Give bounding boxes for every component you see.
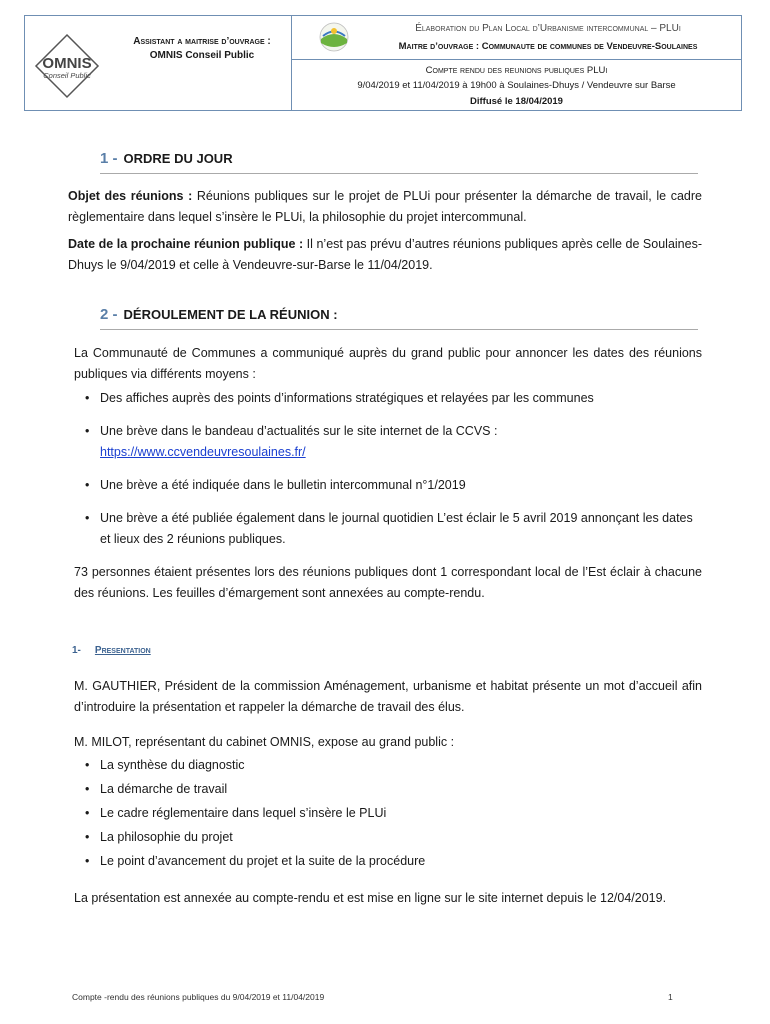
list-item: • Le point d’avancement du projet et la suite de la procédure: [80, 851, 700, 872]
svg-text:Conseil Public: Conseil Public: [43, 71, 91, 80]
page-footer: Compte -rendu des réunions publiques du 9/04/2019 et 11/04/2019: [72, 992, 325, 1002]
communication-list: [80, 388, 700, 550]
omnis-logo: [34, 33, 100, 99]
project-title: Élaboration du Plan Local d’Urbanisme intercommunal – PLUi: [415, 23, 681, 34]
date-text: Il n’est pas prévu d’autres réunions publiques après celle de Soulaines-Dhuys le 9/04/2019 et celle à Vendeuvre-sur-Barse le 11/04/2019.: [68, 237, 702, 272]
report-diffusion-date: Diffusé le 18/04/2019: [470, 96, 563, 107]
presentation-title: Presentation: [94, 645, 151, 656]
report-dates: 9/04/2019 et 11/04/2019 à 19h00 à Soulaines-Dhuys / Vendeuvre sur Barse: [357, 80, 676, 91]
communication-intro: La Communauté de Communes a communiqué auprès du grand public pour annoncer les dates des réunions publiques via différents moyens :: [74, 346, 702, 381]
milot-paragraph: M. MILOT, représentant du cabinet OMNIS, expose au grand public :: [74, 735, 455, 749]
closing-paragraph: La présentation est annexée au compte-rendu et est mise en ligne sur le site internet depuis le 12/04/2019.: [74, 891, 667, 905]
document-header: [24, 15, 742, 111]
section-1-title: ORDRE DU JOUR: [123, 151, 233, 166]
amo-name: OMNIS Conseil Public: [149, 50, 255, 61]
bullet-icon: •: [85, 782, 90, 796]
presentation-heading: [72, 645, 151, 656]
ccvs-website-link[interactable]: https://www.ccvendeuvresoulaines.fr/: [100, 445, 306, 459]
objet-paragraph: [68, 186, 702, 228]
attendance-paragraph: 73 personnes étaient présentes lors des réunions publiques dont 1 correspondant local de l’Est éclair à chacune des réunions. Les feuilles d’émargement sont annexées au compte-rendu.: [74, 565, 702, 600]
list-item: • Une brève a été indiquée dans le bulletin intercommunal n°1/2019: [80, 475, 700, 496]
list-item: • La démarche de travail: [80, 779, 700, 800]
amo-block: [117, 35, 287, 63]
section-2-heading: [100, 306, 698, 330]
date-label: Date de la prochaine réunion publique :: [68, 237, 304, 251]
bullet-icon: •: [85, 758, 90, 772]
section-1-heading: [100, 150, 698, 174]
bullet-icon: •: [85, 854, 90, 868]
section-2-number: 2 -: [100, 306, 118, 323]
report-title: Compte rendu des reunions publiques PLUi: [425, 65, 608, 76]
list-item: • La synthèse du diagnostic: [80, 755, 700, 776]
bullet-icon: •: [85, 511, 90, 525]
list-item: • La philosophie du projet: [80, 827, 700, 848]
list-item: • Une brève a été publiée également dans le journal quotidien L’est éclair le 5 avril 2019 annonçant les dates et lieux des 2 réunions publiques.: [80, 508, 700, 550]
maitre-ouvrage: Maitre d’ouvrage : Communaute de communes de Vendeuvre-Soulaines: [398, 41, 698, 52]
gauthier-paragraph: M. GAUTHIER, Président de la commission Aménagement, urbanisme et habitat présente un mot d’accueil afin d’introduire la présentation et rappeler la démarche de travail des élus.: [74, 679, 702, 714]
bullet-icon: •: [85, 391, 90, 405]
header-divider-horizontal: [291, 59, 741, 60]
presentation-topics-list: [80, 755, 700, 872]
bullet-icon: •: [85, 424, 90, 438]
bullet-icon: •: [85, 830, 90, 844]
list-item: • Une brève dans le bandeau d’actualités sur le site internet de la CCVS : https://www.ccvendeuvresoulaines.fr/: [80, 421, 700, 463]
plui-logo-icon: [315, 19, 353, 53]
bullet-icon: •: [85, 806, 90, 820]
section-1-number: 1 -: [100, 150, 118, 167]
objet-label: Objet des réunions :: [68, 189, 193, 203]
presentation-number: 1-: [72, 645, 81, 656]
section-2-title: DÉROULEMENT DE LA RÉUNION :: [123, 307, 338, 322]
date-paragraph: [68, 234, 702, 276]
svg-text:OMNIS: OMNIS: [42, 55, 92, 72]
objet-text: Réunions publiques sur le projet de PLUi pour présenter la démarche de travail, le cadre règlementaire dans lequel s’insère le PLUi, la philosophie du projet intercommunal.: [68, 189, 703, 224]
bullet-icon: •: [85, 478, 90, 492]
amo-label: Assistant a maitrise d’ouvrage :: [133, 36, 271, 47]
list-item: • Le cadre réglementaire dans lequel s’insère le PLUi: [80, 803, 700, 824]
list-item: • Des affiches auprès des points d’informations stratégiques et relayées par les communes: [80, 388, 700, 409]
page-number: 1: [668, 992, 673, 1002]
